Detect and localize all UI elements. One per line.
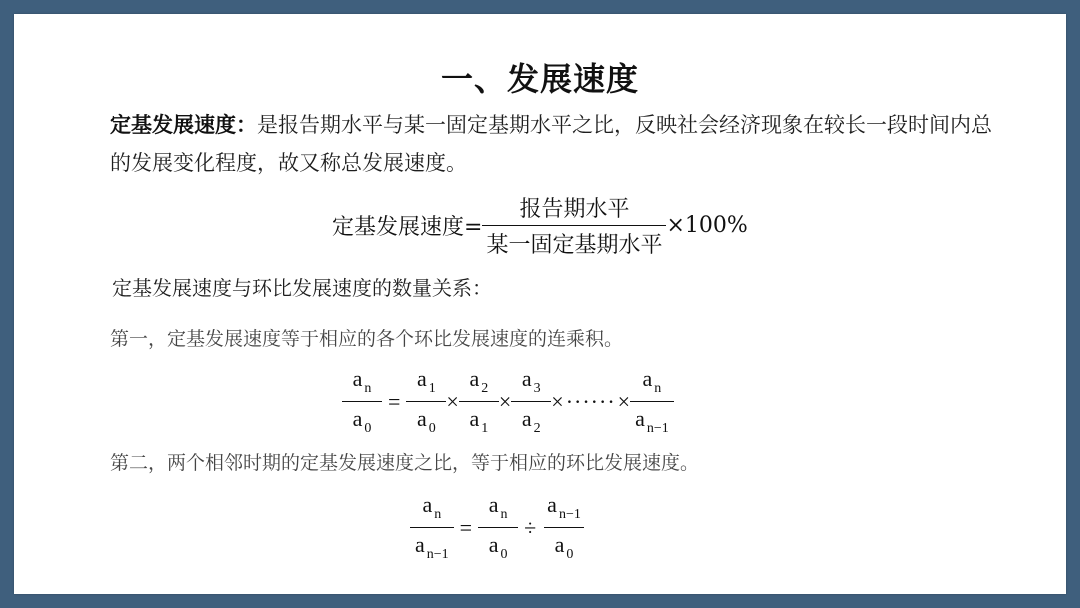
eq1-times-3: × [551,388,564,414]
eq1-times-2: × [498,388,512,414]
slide-title: 一、发展速度 [440,60,639,98]
point-first: 第一，定基发展速度等于相应的各个环比发展速度的连乘积。 [110,328,624,350]
eq2-equals: = [459,514,473,540]
definition-text: 是报告期水平与某一固定基期水平之比，反映社会经济现象在较长一段时间内总的发展变化程度，故又称总发展速度。 [110,113,992,175]
formula-fraction [482,192,666,259]
eq1-equals: = [388,388,401,414]
chain-product-equation [342,366,674,437]
slide [14,14,1066,594]
eq1-times-4: × [617,388,631,414]
definition-term: 定基发展速度： [110,113,257,137]
definition-paragraph [110,106,1010,182]
formula-lhs: 定基发展速度= [332,215,483,240]
eq1-fraction-1: $\frac{a _1}{a _0}$ [406,366,446,437]
eq1-times-1: × [446,388,459,414]
eq1-lhs-fraction: $\frac{a _n}{a _0}$ [342,366,382,437]
eq2-fraction-1: $\frac{a _n}{a _0}$ [478,492,518,563]
formula-times: × [666,213,685,238]
eq1-fraction-3: $\frac{a _3}{a _2}$ [511,366,551,437]
ratio-equation [410,492,586,563]
formula-denominator: 某一固定基期水平 [482,225,666,259]
eq2-fraction-2: $\frac{a _{n-1}}{a _0}$ [542,492,586,563]
relation-heading: 定基发展速度与环比发展速度的数量关系： [112,276,492,300]
eq2-lhs-fraction: $\frac{a _n}{a _{n-1}}$ [410,492,454,563]
point-second: 第二，两个相邻时期的定基发展速度之比，等于相应的环比发展速度。 [110,452,700,474]
eq1-fraction-2: $\frac{a _2}{a _1}$ [459,366,499,437]
eq1-fraction-last: $\frac{a _n}{a _{n-1}}$ [630,366,674,437]
formula-numerator: 报告期水平 [519,197,630,222]
formula-percent: 100% [684,213,748,238]
eq2-divide: ÷ [524,514,537,540]
fixed-base-speed-formula [332,192,748,259]
eq1-ellipsis: ······ [565,388,616,414]
